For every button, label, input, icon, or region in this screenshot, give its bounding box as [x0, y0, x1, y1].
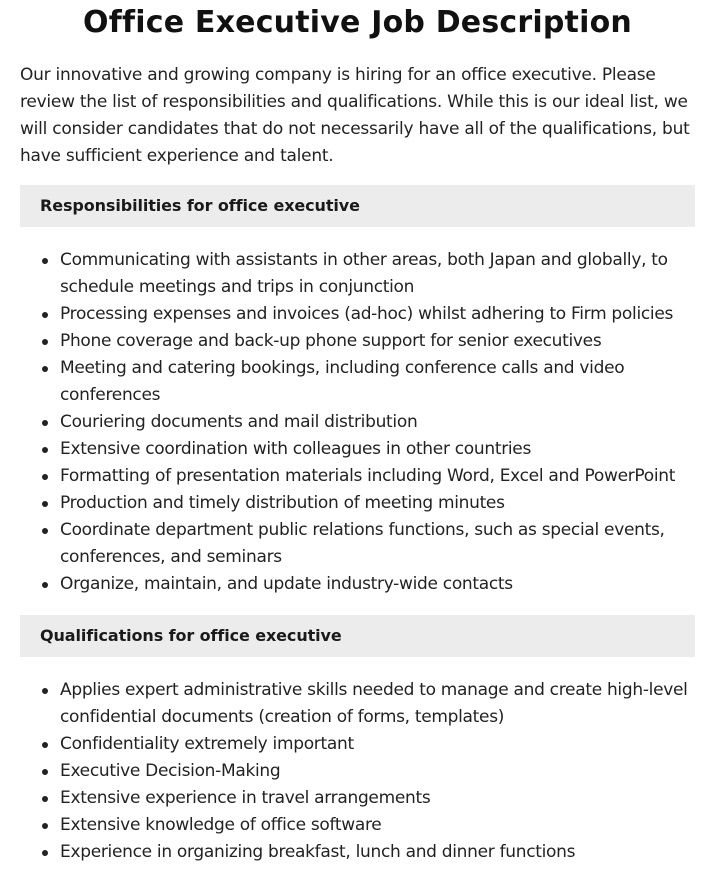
list-item-text: Processing expenses and invoices (ad-hoc) whilst adhering to Firm policies — [60, 304, 674, 324]
list-item-text: Communicating with assistants in other areas, both Japan and globally, to schedule meetings and trips in conjunction — [60, 250, 668, 297]
qualifications-heading: Qualifications for office executive — [20, 615, 695, 657]
intro-paragraph: Our innovative and growing company is hiring for an office executive. Please review the list of responsibilities and qualifications. While this is our ideal list, we will consider candidates that do not necessarily have all of the qualifications, but have sufficient experience and talent. — [20, 65, 690, 166]
responsibilities-list — [20, 247, 695, 598]
bullet-icon — [42, 501, 48, 507]
bullet-icon — [42, 742, 48, 748]
list-item-text: Confidentiality extremely important — [60, 734, 354, 754]
list-item — [20, 731, 695, 758]
list-item-text: Applies expert administrative skills needed to manage and create high-level confidential documents (creation of forms, templates) — [60, 680, 688, 727]
bullet-icon — [42, 528, 48, 534]
qualifications-list — [20, 677, 695, 866]
list-item — [20, 247, 695, 301]
list-item — [20, 355, 695, 409]
list-item-text: Couriering documents and mail distribution — [60, 412, 418, 432]
bullet-icon — [42, 339, 48, 345]
list-item-text: Organize, maintain, and update industry-wide contacts — [60, 574, 513, 594]
list-item-text: Phone coverage and back-up phone support for senior executives — [60, 331, 602, 351]
list-item — [20, 409, 695, 436]
list-item — [20, 812, 695, 839]
list-item — [20, 571, 695, 598]
bullet-icon — [42, 447, 48, 453]
list-item — [20, 839, 695, 866]
list-item — [20, 463, 695, 490]
list-item — [20, 490, 695, 517]
list-item — [20, 785, 695, 812]
list-item-text: Extensive coordination with colleagues in other countries — [60, 439, 532, 459]
list-item — [20, 301, 695, 328]
list-item-text: Experience in organizing breakfast, lunch and dinner functions — [60, 842, 576, 862]
bullet-icon — [42, 582, 48, 588]
list-item-text: Formatting of presentation materials including Word, Excel and PowerPoint — [60, 466, 676, 486]
bullet-icon — [42, 796, 48, 802]
list-item-text: Meeting and catering bookings, including conference calls and video conferences — [60, 358, 625, 405]
bullet-icon — [42, 769, 48, 775]
list-item — [20, 677, 695, 731]
list-item-text: Production and timely distribution of meeting minutes — [60, 493, 505, 513]
job-description-page — [20, 0, 695, 866]
list-item-text: Extensive experience in travel arrangements — [60, 788, 431, 808]
list-item-text: Executive Decision-Making — [60, 761, 281, 781]
list-item-text: Coordinate department public relations functions, such as special events, conferences, and seminars — [60, 520, 665, 567]
bullet-icon — [42, 366, 48, 372]
bullet-icon — [42, 823, 48, 829]
bullet-icon — [42, 258, 48, 264]
bullet-icon — [42, 474, 48, 480]
list-item — [20, 436, 695, 463]
page-title: Office Executive Job Description — [83, 5, 632, 40]
bullet-icon — [42, 850, 48, 856]
bullet-icon — [42, 420, 48, 426]
list-item — [20, 328, 695, 355]
list-item — [20, 517, 695, 571]
bullet-icon — [42, 688, 48, 694]
responsibilities-heading: Responsibilities for office executive — [20, 185, 695, 227]
list-item — [20, 758, 695, 785]
bullet-icon — [42, 312, 48, 318]
list-item-text: Extensive knowledge of office software — [60, 815, 382, 835]
